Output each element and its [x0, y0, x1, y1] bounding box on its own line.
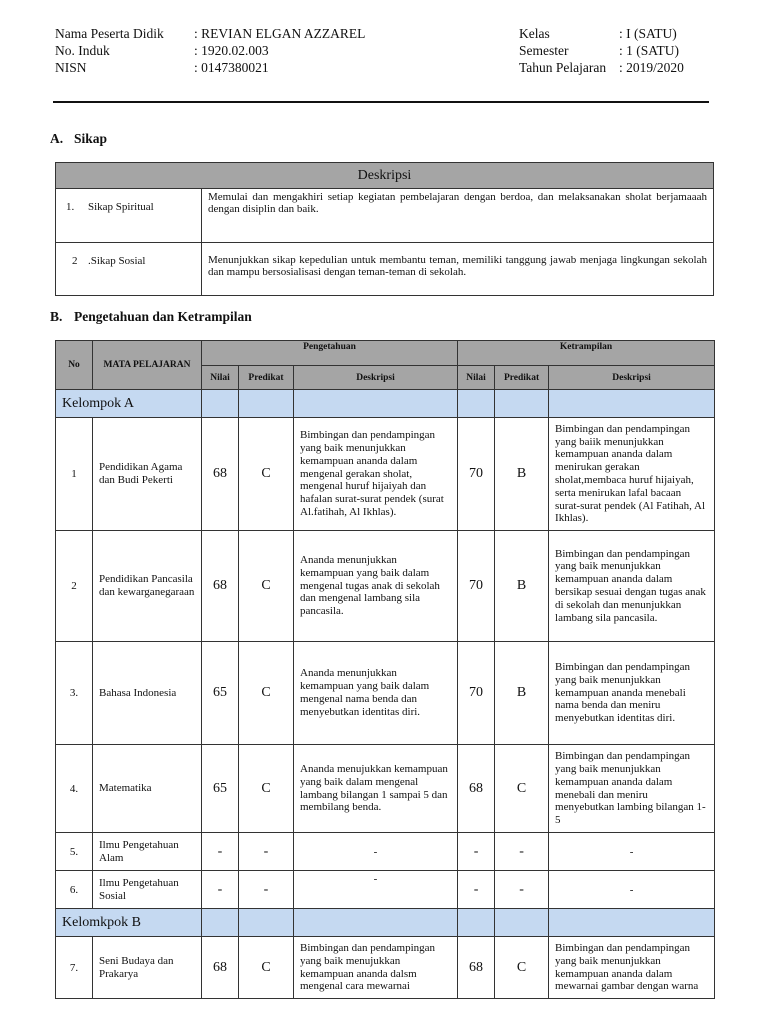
col-k-predikat: Predikat — [495, 366, 549, 390]
group-label: Kelompok A — [56, 390, 202, 418]
row-mapel: Ilmu Pengetahuan Alam — [93, 833, 202, 871]
row-k-deskripsi: - — [549, 833, 715, 871]
row-k-predikat: C — [495, 937, 549, 999]
row-p-predikat: C — [239, 642, 294, 745]
sikap-row — [56, 189, 714, 243]
row-p-predikat: C — [239, 531, 294, 642]
section-letter: B. — [50, 309, 63, 324]
info-row-nisn — [55, 59, 365, 76]
row-k-deskripsi: Bimbingan dan pendampingan yang baik menunjukkan kemampuan ananda dalam menebali dan meniru menyebutkan lambing bilangan 1-5 — [549, 745, 715, 833]
sikap-label: .Sikap Sosial — [88, 255, 146, 267]
row-p-predikat: C — [239, 418, 294, 531]
group-cell — [294, 390, 458, 418]
row-k-predikat: B — [495, 642, 549, 745]
row-p-deskripsi: - — [294, 871, 458, 909]
row-p-nilai: - — [202, 833, 239, 871]
group-label: Kelomkpok B — [56, 909, 202, 937]
row-k-deskripsi: Bimbingan dan pendampingan yang baik menunjukkan kemampuan ananda dalam bersikap sesuai dengan tugas anak di sekolah dan menunjukkan lambang sila pancasila. — [549, 531, 715, 642]
row-k-nilai: 68 — [458, 745, 495, 833]
row-k-nilai: - — [458, 833, 495, 871]
row-k-predikat: B — [495, 418, 549, 531]
group-cell — [458, 909, 495, 937]
sikap-label: Sikap Spiritual — [88, 201, 154, 213]
grades-table — [55, 340, 715, 999]
group-cell — [495, 390, 549, 418]
info-value: : 0147380021 — [194, 60, 269, 75]
sikap-num: 2 — [72, 255, 78, 267]
row-no: 5. — [56, 833, 93, 871]
row-p-predikat: - — [239, 833, 294, 871]
info-label: Kelas — [519, 26, 550, 41]
sikap-desc: Menunjukkan sikap kepedulian untuk membantu teman, memiliki tanggung jawab menjaga lingkungan sekolah dan mampu bersosialisasi dengan teman-teman di sekolah. — [202, 243, 714, 296]
table-row — [56, 937, 715, 999]
sikap-desc: Memulai dan mengakhiri setiap kegiatan pembelajaran dengan berdoa, dan melaksanakan sholat berjamaaah dengan disiplin dan baik. — [202, 189, 714, 243]
info-row-tahun — [519, 59, 684, 76]
header-divider — [53, 101, 709, 103]
row-mapel: Bahasa Indonesia — [93, 642, 202, 745]
section-letter: A. — [50, 131, 64, 146]
col-mapel: MATA PELAJARAN — [93, 341, 202, 390]
section-title: Sikap — [74, 131, 108, 146]
row-p-nilai: 68 — [202, 531, 239, 642]
info-value: : 1 (SATU) — [619, 43, 679, 58]
row-p-deskripsi: - — [294, 833, 458, 871]
row-p-predikat: C — [239, 937, 294, 999]
info-label: No. Induk — [55, 43, 110, 58]
row-k-deskripsi: Bimbingan dan pendampingan yang baik menunjukkan kemampuan ananda dalam mewarnai gambar dengan warna — [549, 937, 715, 999]
table-row — [56, 871, 715, 909]
group-cell — [294, 909, 458, 937]
row-k-nilai: - — [458, 871, 495, 909]
row-k-nilai: 70 — [458, 642, 495, 745]
info-label: Nama Peserta Didik — [55, 26, 164, 41]
info-value: : 2019/2020 — [619, 60, 684, 75]
row-no: 1 — [56, 418, 93, 531]
row-k-deskripsi: Bimbingan dan pendampingan yang baiik menunjukkan kemampuan ananda dalam menirukan gerakan sholat,membaca huruf hijaiyah, serta menirukan lafal bacaan surat-surat pendek (Al Fatihah, Al Ikhlas). — [549, 418, 715, 531]
sikap-table — [55, 162, 714, 296]
col-p-deskripsi: Deskripsi — [294, 366, 458, 390]
row-k-predikat: - — [495, 871, 549, 909]
sikap-header: Deskripsi — [56, 163, 714, 189]
table-row — [56, 418, 715, 531]
row-k-nilai: 70 — [458, 531, 495, 642]
col-k-nilai: Nilai — [458, 366, 495, 390]
row-p-deskripsi: Ananda menunjukkan kemampuan yang baik dalam mengenal nama benda dan menyebutkan identitas diri. — [294, 642, 458, 745]
row-mapel: Matematika — [93, 745, 202, 833]
group-cell — [458, 390, 495, 418]
row-no: 6. — [56, 871, 93, 909]
row-k-predikat: - — [495, 833, 549, 871]
group-cell — [202, 909, 239, 937]
info-value: : 1920.02.003 — [194, 43, 269, 58]
student-info — [55, 25, 365, 76]
sikap-num: 1. — [66, 201, 75, 213]
row-no: 3. — [56, 642, 93, 745]
row-p-nilai: 65 — [202, 745, 239, 833]
sikap-label-cell — [56, 189, 202, 243]
sikap-label-cell — [56, 243, 202, 296]
info-value: : REVIAN ELGAN AZZAREL — [194, 26, 366, 41]
row-k-nilai: 70 — [458, 418, 495, 531]
group-cell — [239, 909, 294, 937]
row-p-deskripsi: Bimbingan dan pendampingan yang baik menunjukkan kemampuan ananda dalam mengenal gerakan sholat, mengenal huruf hijaiyah dan hafalan surat-surat pendek (surat Al.fatihah, Al Ikhlas). — [294, 418, 458, 531]
section-b-title — [50, 309, 252, 325]
section-a-title — [50, 131, 107, 147]
table-row — [56, 642, 715, 745]
col-p-predikat: Predikat — [239, 366, 294, 390]
row-k-nilai: 68 — [458, 937, 495, 999]
row-p-nilai: 68 — [202, 937, 239, 999]
row-no: 7. — [56, 937, 93, 999]
row-mapel: Pendidikan Pancasila dan kewarganegaraan — [93, 531, 202, 642]
row-k-deskripsi: Bimbingan dan pendampingan yang baik menunjukkan kemampuan ananda menebali nama benda dan meniru menyebutkan identitas diri. — [549, 642, 715, 745]
info-row-induk — [55, 42, 365, 59]
group-cell — [549, 390, 715, 418]
row-k-predikat: B — [495, 531, 549, 642]
row-mapel: Ilmu Pengetahuan Sosial — [93, 871, 202, 909]
class-info — [519, 25, 684, 76]
table-row — [56, 833, 715, 871]
table-row — [56, 531, 715, 642]
group-row-a — [56, 390, 715, 418]
group-cell — [495, 909, 549, 937]
row-no: 2 — [56, 531, 93, 642]
row-p-predikat: C — [239, 745, 294, 833]
info-label: Tahun Pelajaran — [519, 60, 607, 75]
group-row-b — [56, 909, 715, 937]
row-p-predikat: - — [239, 871, 294, 909]
row-no: 4. — [56, 745, 93, 833]
info-label: Semester — [519, 43, 569, 58]
group-cell — [549, 909, 715, 937]
row-k-predikat: C — [495, 745, 549, 833]
info-value: : I (SATU) — [619, 26, 677, 41]
header-row — [56, 341, 715, 366]
row-mapel: Pendidikan Agama dan Budi Pekerti — [93, 418, 202, 531]
row-mapel: Seni Budaya dan Prakarya — [93, 937, 202, 999]
group-cell — [239, 390, 294, 418]
sikap-row — [56, 243, 714, 296]
row-p-nilai: 65 — [202, 642, 239, 745]
row-p-nilai: 68 — [202, 418, 239, 531]
row-p-deskripsi: Ananda menujukkan kemampuan yang baik dalam mengenal lambang bilangan 1 sampai 5 dan membilang benda. — [294, 745, 458, 833]
col-pengetahuan: Pengetahuan — [202, 341, 458, 366]
info-label: NISN — [55, 60, 87, 75]
col-p-nilai: Nilai — [202, 366, 239, 390]
col-k-deskripsi: Deskripsi — [549, 366, 715, 390]
group-cell — [202, 390, 239, 418]
info-row-kelas — [519, 25, 684, 42]
table-row — [56, 745, 715, 833]
col-ketrampilan: Ketrampilan — [458, 341, 715, 366]
row-p-deskripsi: Bimbingan dan pendampingan yang baik menujukkan kemampuan ananda dalsm mengenal cara mewarnai — [294, 937, 458, 999]
col-no: No — [56, 341, 93, 390]
info-row-semester — [519, 42, 684, 59]
row-k-deskripsi: - — [549, 871, 715, 909]
row-p-deskripsi: Ananda menunjukkan kemampuan yang baik dalam mengenal tugas anak di sekolah dan mengenal lambang sila pancasila. — [294, 531, 458, 642]
section-title: Pengetahuan dan Ketrampilan — [74, 309, 252, 324]
info-row-name — [55, 25, 365, 42]
row-p-nilai: - — [202, 871, 239, 909]
